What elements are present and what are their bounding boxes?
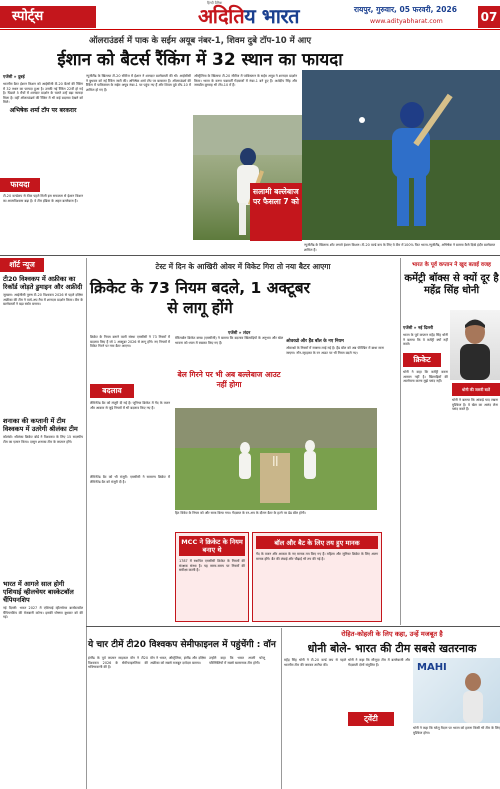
- lead-kicker: ऑलराउंडर्स में पाक के सईम अयूब नंबर-1, शिवम दुबे टॉप-10 में आए: [88, 36, 312, 46]
- sidebar-story-body: जुम्बला: आईसीसी पुरुष टी-20 विश्वकप 2026 से पहले दक्षिण अफ्रीका की टीम ने वार्म-अप मैच में शानदार प्रदर्शन किया। टीम के बल्लेबाजों ने बड़ा स्कोर बनाया।: [3, 293, 84, 307]
- ball-box-body: गेंद के वजन और आकार के नए मानक तय किए गए हैं। महिला और जूनियर क्रिकेट के लिए अलग मानक होंगे। बैट की लंबाई और चौड़ाई भी तय की गई है।: [256, 552, 378, 561]
- lead-body-1: भारतीय बैटर ईशान किशन को आईसीसी टी-20 बैटर्स की रैंकिंग में 32 स्थान का फायदा हुआ है। उनकी नई रैंकिंग 22वीं हो गई है। पिछले 5 मैचों में शानदार प्रदर्शन के चलते उन्हें बड़ा फायदा मिला है। वहीं ऑलराउंडर्स की रैंकिंग में भी कई बदलाव देखने को मिले।: [3, 82, 83, 105]
- sidebar-story: [3, 417, 83, 444]
- bottom-left-body-3: उन्होंने कहा कि भारत अपनी घरेलू परिस्थितियों में सबसे खतरनाक टीम होगी।: [209, 656, 265, 665]
- dhoni-photo: [450, 310, 500, 380]
- middle-column-4: [286, 336, 384, 355]
- middle-byline: एजेंसी » लंदन: [228, 330, 251, 335]
- bottom-right-body-2: धोनी ने कहा कि मौजूदा टीम में बल्लेबाजी और गेंदबाजी दोनों संतुलित हैं।: [348, 658, 410, 667]
- sidebar-story-title[interactable]: टी20 विश्वकप में अफ्रीका का रिकॉर्ड जोड़ते डुमाइन और अफ्रीदी: [3, 275, 83, 291]
- test-match-photo: [175, 408, 377, 510]
- lead-byline: एजेंसी » दुबई: [3, 74, 25, 79]
- badlaav-label-box: बदलाव: [90, 384, 134, 398]
- middle-body-4: ओवरथ्रो के नियमों में स्पष्टता लाई गई है। हैंड बॉल को अब फील्डिंग में बाधा माना जाएगा। नॉन-स्ट्राइकर के रन आउट पर भी नियम बदले गए।: [286, 346, 384, 355]
- lead-body-3: ऑस्ट्रेलिया के खिलाफ टी-20 सीरीज में पाकिस्तान के सईम अयूब ने शानदार प्रदर्शन किया। भारत के वरुण चक्रवर्ती गेंदबाजों में नंबर-1 बने हुए हैं। अर्शदीप सिंह और जसप्रीत बुमराह भी टॉप-10 में हैं।: [194, 74, 297, 88]
- bottom-right-kicker: रोहित-कोहली के लिए कहा, उन्हें मजबूत है: [341, 630, 443, 638]
- sidebar-story-title[interactable]: शनाका की कप्तानी में टीम विश्वकप में उतरेगी श्रीलंका टीम: [3, 417, 78, 433]
- dhoni-quote-label: धोनी की जरूरी बातें: [452, 383, 500, 396]
- twenty-label-box: ट्वेंटी: [348, 712, 394, 726]
- column-divider: [281, 628, 282, 789]
- section-divider: [86, 626, 500, 627]
- lead-photo: [302, 70, 500, 240]
- lead-subhead: अभिषेक शर्मा टॉप पर बरकरार: [9, 106, 77, 114]
- test-photo-caption: हिट विकेट के नियम को और साफ किया गया। गेंदबाज के रन-अप के दौरान बैटर के हटने पर डेड बॉल होगी।: [175, 511, 306, 515]
- logo-tagline: हिन्दी दैनिक: [207, 1, 223, 5]
- middle-body-2: लेमिनेटेड बैट को मंजूरी दी गई है। जूनियर क्रिकेट में गेंद के वजन और आकार से जुड़े नियमों में भी बदलाव किए गए हैं।: [90, 401, 170, 410]
- section-label: स्पोर्ट्स: [0, 6, 96, 28]
- bottom-left-body-2: वॉन ने भारत, ऑस्ट्रेलिया, इंग्लैंड और दक्षिण अफ्रीका को सबसे मजबूत दावेदार बताया।: [150, 656, 206, 665]
- bottom-left-headline: ये चार टीमें टी20 विश्वकप सेमीफाइनल में पहुंचेंगी : वॉन: [88, 640, 276, 650]
- middle-body-3: मेरिलबोन क्रिकेट क्लब (एमसीसी) ने बताया कि बदलाव खिलाड़ियों के अनुभव और खेल भावना को ध्यान में रखकर किए गए हैं।: [175, 336, 283, 345]
- fayda-body: टी-20 वर्ल्डकप से ठीक पहले मिली इस सफलता से ईशान किशन का आत्मविश्वास बढ़ा है। वे टीम इंडिया के अहम बल्लेबाज हैं।: [3, 194, 83, 203]
- column-divider: [86, 258, 87, 789]
- bottom-right-body-1: महेंद्र सिंह धोनी ने टी-20 वर्ल्ड कप से पहले भारतीय टीम की जमकर तारीफ की।: [284, 658, 346, 667]
- ball-box-title: बॉल और बैट के लिए तय हुए मानक: [256, 536, 378, 549]
- bottom-left-body-1: इंग्लैंड के पूर्व कप्तान माइकल वॉन ने टी20 विश्वकप 2026 के सेमीफाइनलिस्ट की भविष्यवाणी की है।: [88, 656, 148, 670]
- middle-kicker: टेस्ट में दिन के आखिरी ओवर में विकेट गिरा तो नया बैटर आएगा: [155, 262, 331, 271]
- mcc-box-body: 1787 में स्थापित एमसीसी क्रिकेट के नियमों की संरक्षक संस्था है। यह समय-समय पर नियमों की समीक्षा करती है।: [179, 559, 245, 573]
- mahi-event-photo: [413, 658, 500, 723]
- sidebar-story: [3, 275, 83, 307]
- middle-headline: क्रिकेट के 73 नियम बदले, 1 अक्टूबर से लागू होंगे: [90, 279, 310, 317]
- dateline: रायपुर, गुरुवार, 05 फरवरी, 2026: [354, 5, 457, 14]
- right-kicker: भारत के पूर्व कप्तान ने खुद बताई वजह: [412, 262, 491, 268]
- mcc-box-title: MCC ने क्रिकेट के नियम बनाए थे: [179, 536, 245, 556]
- fayda-label-box: फायदा: [0, 178, 40, 192]
- bottom-right-headline: धोनी बोले- भारत की टीम सबसे खतरनाक: [307, 642, 477, 655]
- test-match-illustration: [175, 408, 377, 510]
- sidebar-story-body: नई दिल्ली: भारत 2027 में एशियाई व्हीलचेयर बास्केटबॉल चैंपियनशिप की मेजबानी करेगा। इसकी घोषणा बुधवार को की गई।: [3, 606, 83, 620]
- middle-body-5: लेमिनेटेड बैट को भी मंजूरी: एमसीसी ने सामान्य क्रिकेट में लेमिनेटेड बैट को मंजूरी दी है।: [90, 475, 170, 484]
- lead-column-1: [3, 74, 83, 116]
- lead-side-note: 100% फिट भारत-न्यूजीलैंड, अभिषेक ने बताया कैसे दिखे इंदौर बल्लेबाज: [404, 243, 496, 247]
- sidebar-story: [3, 580, 83, 620]
- right-body-3: धोनी ने बताया कि आंकड़े याद रखना मुश्किल है। वे खेल का आनंद लेना पसंद करते हैं।: [452, 398, 498, 412]
- page-number: 07: [478, 6, 500, 28]
- dhoni-portrait: [450, 310, 500, 380]
- lead-column-2: [86, 74, 191, 92]
- sidebar-story-title[interactable]: भारत में आगले साल होगी एशियाई व्हीलचेयर बास्केटबॉल चैंपियनशिप: [3, 580, 74, 604]
- mahi-label: MAHI: [417, 662, 447, 673]
- middle-subhead: ओवरथ्रो और हैंड बॉल के नए नियम: [286, 339, 344, 344]
- newspaper-logo: अदितिय भारत: [198, 4, 300, 28]
- right-byline: एजेंसी » नई दिल्ली: [403, 325, 433, 330]
- middle-pull-quote: बेल गिरने पर भी अब बल्लेबाज आउट नहीं होगा: [177, 370, 281, 389]
- lead-body-2: न्यूजीलैंड के खिलाफ टी-20 सीरीज में ईशान ने शानदार बल्लेबाजी की थी। आईसीसी ने बुधवार को नई रैंकिंग जारी की। अभिषेक शर्मा टॉप पर बरकरार हैं। ऑलराउंडर्स की रैंकिंग में पाकिस्तान के सईम अयूब नंबर-1 पर पहुंच गए हैं और शिवम दुबे टॉप-10 में शामिल हो गए हैं।: [86, 74, 191, 92]
- lead-column-3: [194, 74, 297, 88]
- right-body-1: भारत के पूर्व कप्तान महेंद्र सिंह धोनी ने बताया कि वे कमेंट्री क्यों नहीं करते।: [403, 333, 448, 347]
- lead-photo-caption: न्यूजीलैंड के खिलाफ शॉट लगाते ईशान किशन। टी-20 वर्ल्ड कप के लिए वे टीम में शामिल हैं।: [304, 243, 404, 252]
- right-body-2: धोनी ने कहा कि कमेंट्री करना आसान नहीं है। खिलाड़ियों की आलोचना करना मुझे पसंद नहीं।: [403, 370, 448, 384]
- bottom-right-body-3: धोनी ने कहा कि घरेलू मैदान पर भारत को हराना किसी भी टीम के लिए मुश्किल होगा।: [413, 726, 500, 735]
- section-divider: [0, 255, 500, 256]
- ball-info-box: [252, 532, 382, 622]
- right-column-1: [403, 325, 448, 347]
- cricket-label-box: क्रिकेट: [403, 353, 441, 367]
- column-divider: [400, 258, 401, 625]
- salami-info-box: सलामी बल्लेबाज पर फैसला 7 को: [250, 183, 302, 241]
- website-link[interactable]: www.adityabharat.com: [370, 18, 443, 25]
- masthead: [0, 0, 500, 30]
- mcc-info-box: [175, 532, 249, 622]
- kishan-shot-illustration: [302, 70, 500, 240]
- short-news-heading: शॉर्ट न्यूज: [0, 258, 44, 272]
- middle-body-1: क्रिकेट के नियम बनाने वाली संस्था एमसीसी ने 73 नियमों में बदलाव किए हैं जो 1 अक्टूबर 2026 से लागू होंगे। नए नियमों में विकेट गिरने पर नया बैटर आएगा।: [90, 335, 170, 349]
- lead-headline: ईशान को बैटर्स रैंकिंग में 32 स्थान का फायदा: [57, 50, 343, 70]
- right-headline: कमेंट्री बॉक्स से क्यों दूर है महेंद्र सिंह धोनी: [404, 273, 499, 296]
- sidebar-story-body: कोलंबो: श्रीलंका क्रिकेट बोर्ड ने विश्वकप के लिए 15 सदस्यीय टीम का एलान किया। दासुन शनाका टीम के कप्तान होंगे।: [3, 435, 83, 444]
